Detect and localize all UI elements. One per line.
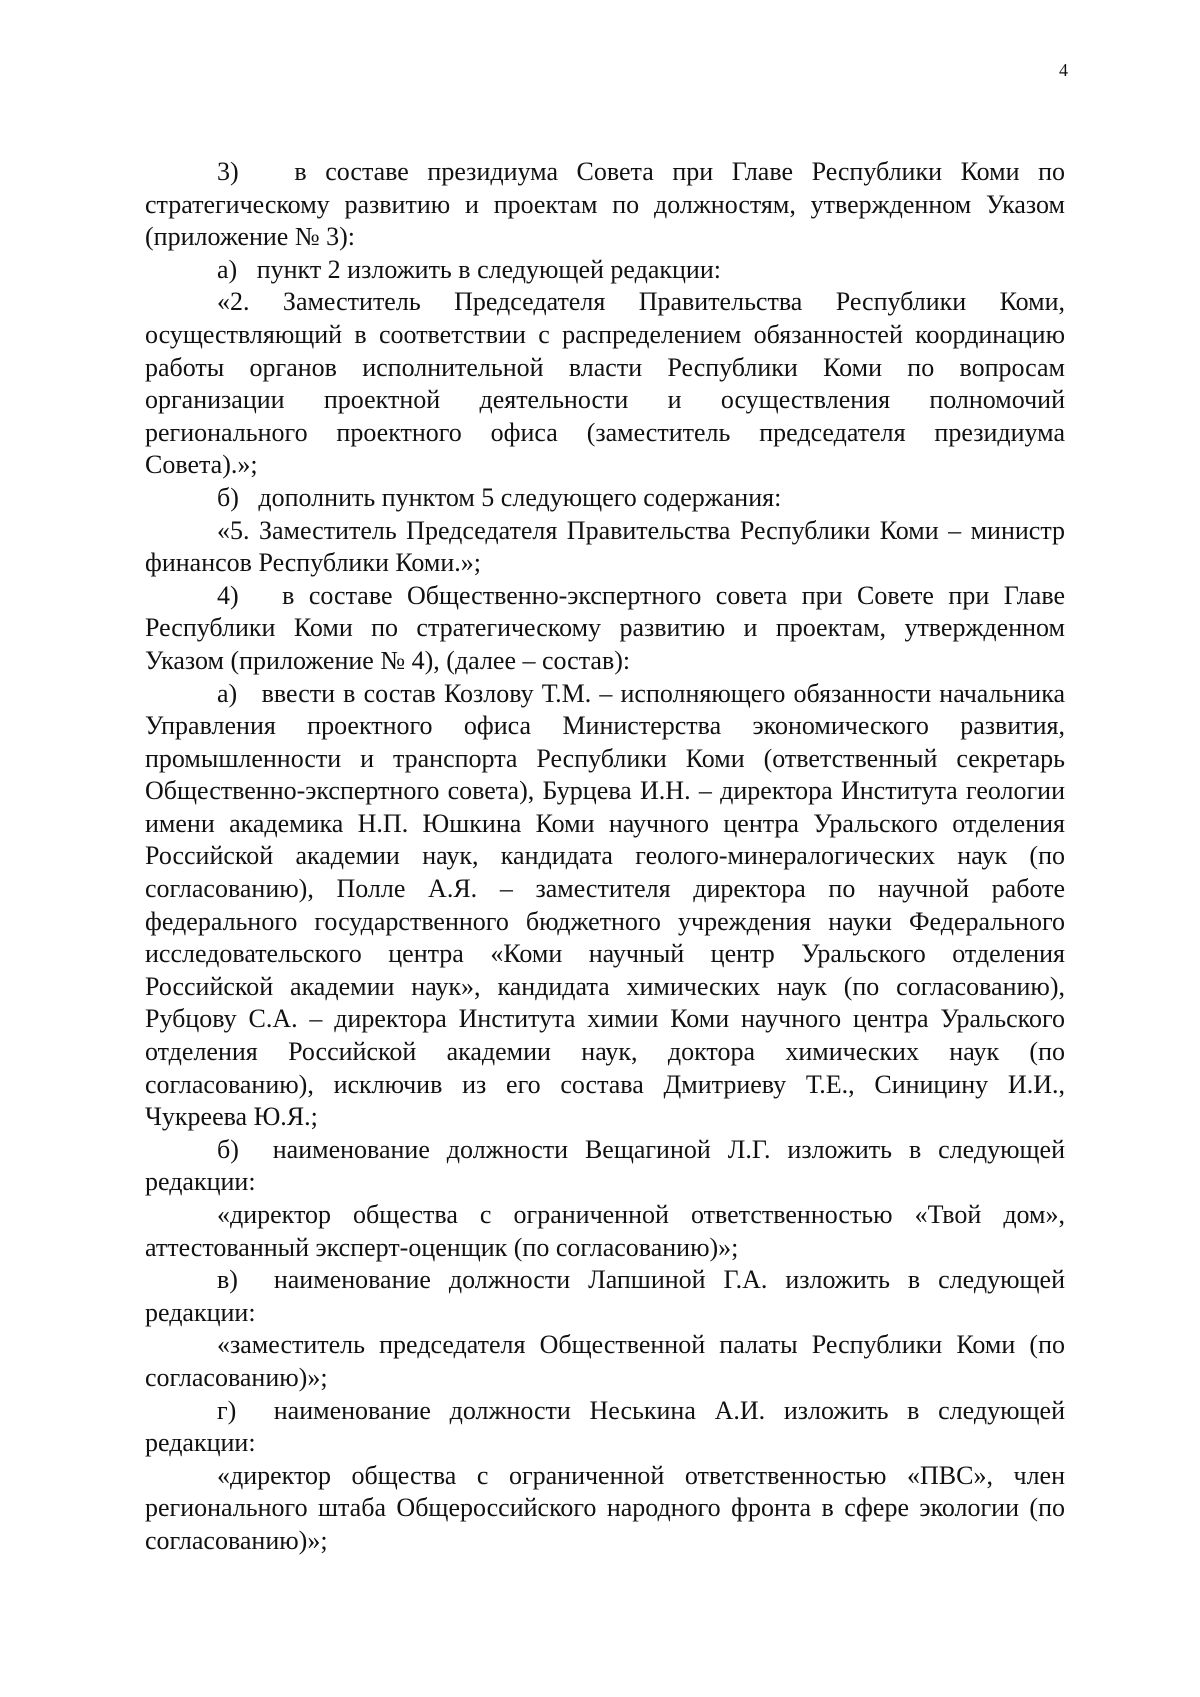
paragraph-subitem-a-composition: а) ввести в состав Козлову Т.М. – исполняющего обязанности начальника Управления проектного офиса Министерства экономического развития, промышленности и транспорта Республики Коми (ответственный секретарь Общественно-экспертного совета), Бурцева И.Н. – директора Института геологии имени академика Н.П. Юшкина Коми научного центра Уральского отделения Российской академии наук, кандидата геолого-минералогических наук (по согласованию), Полле А.Я. – заместителя директора по научной работе федерального государственного бюджетного учреждения науки Федерального исследовательского центра «Коми научный центр Уральского отделения Российской академии наук», кандидата химических наук (по согласованию), Рубцову С.А. – директора Института химии Коми научного центра Уральского отделения Российской академии наук, доктора химических наук (по согласованию), исключив из его состава Дмитриеву Т.Е., Синицину И.И., Чукреева Ю.Я.; <box>145 678 1065 1132</box>
paragraph-item-4: 4) в составе Общественно-экспертного совета при Совете при Главе Республики Коми по стратегическому развитию и проектам, утвержденном Указом (приложение № 4), (далее – состав): <box>145 580 1065 675</box>
paragraph-quote-director-tvoy-dom: «директор общества с ограниченной ответственностью «Твой дом», аттестованный эксперт-оценщик (по согласованию)»; <box>145 1200 1065 1262</box>
page-number: 4 <box>1059 60 1068 80</box>
paragraph-quote-director-pvs: «директор общества с ограниченной ответственностью «ПВС», член регионального штаба Общероссийского народного фронта в сфере экологии (по согласованию)»; <box>145 1460 1065 1555</box>
paragraph-subitem-b-position: б) наименование должности Вещагиной Л.Г. изложить в следующей редакции: <box>145 1134 1065 1197</box>
paragraph-quote-point-5: «5. Заместитель Председателя Правительства Республики Коми – министр финансов Республики Коми.»; <box>145 515 1065 578</box>
paragraph-quote-deputy-chair: «заместитель председателя Общественной палаты Республики Коми (по согласованию)»; <box>145 1330 1065 1392</box>
document-body <box>145 156 1065 1558</box>
paragraph-subitem-b: б) дополнить пунктом 5 следующего содержания: <box>217 482 782 512</box>
paragraph-quote-point-2: «2. Заместитель Председателя Правительства Республики Коми, осуществляющий в соответствии с распределением обязанностей координацию работы органов исполнительной власти Республики Коми по вопросам организации проектной деятельности и осуществления полномочий регионального проектного офиса (заместитель председателя президиума Совета).»; <box>145 287 1065 480</box>
paragraph-subitem-a: а) пункт 2 изложить в следующей редакции: <box>217 254 721 284</box>
paragraph-subitem-v-position: в) наименование должности Лапшиной Г.А. изложить в следующей редакции: <box>145 1265 1065 1327</box>
paragraph-subitem-g-position: г) наименование должности Неськина А.И. изложить в следующей редакции: <box>145 1395 1065 1458</box>
paragraph-item-3: 3) в составе президиума Совета при Главе Республики Коми по стратегическому развитию и проектам по должностям, утвержденном Указом (приложение № 3): <box>145 157 1065 252</box>
